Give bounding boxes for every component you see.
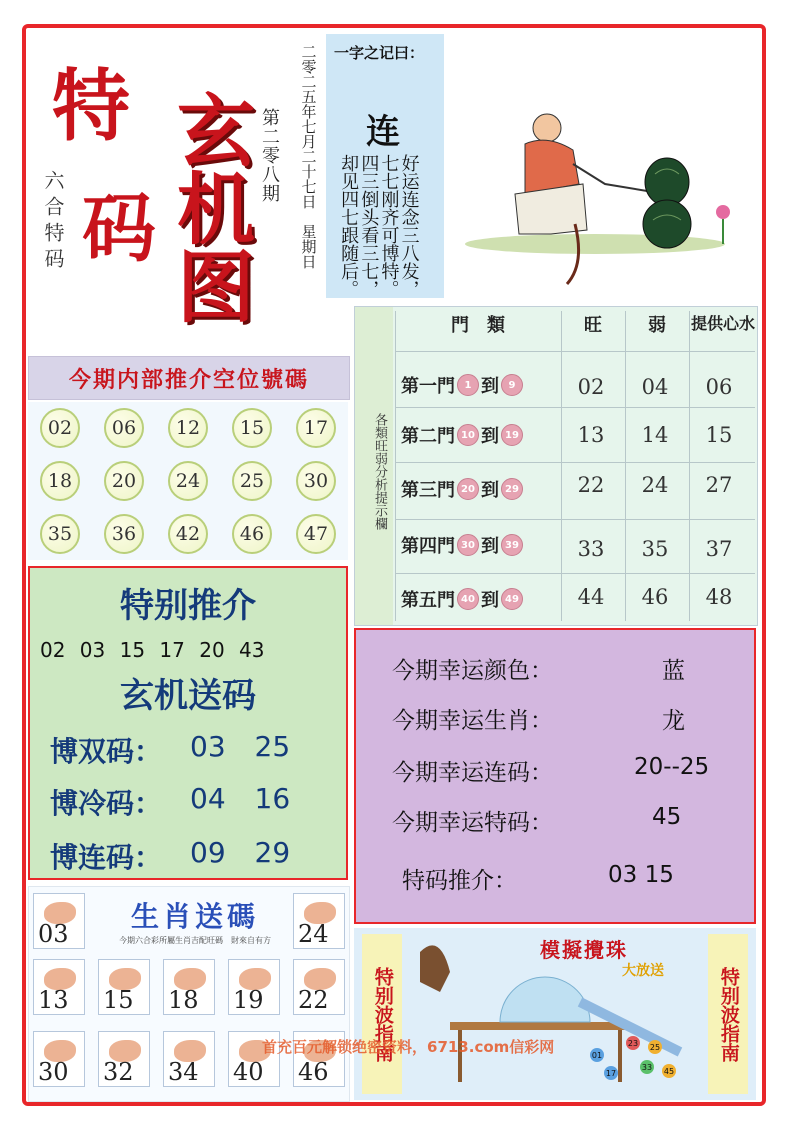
zodiac-cell: 19	[228, 959, 280, 1015]
zodiac-cell: 32	[98, 1031, 150, 1087]
number-ball: 20	[104, 461, 144, 501]
zodiac-cell: 15	[98, 959, 150, 1015]
zodiac-cell: 18	[163, 959, 215, 1015]
special-heading: 特别推介	[120, 586, 256, 626]
inner-numbers-heading: 今期内部推介空位號碼	[28, 356, 350, 400]
number-ball: 46	[232, 514, 272, 554]
issue-date: 二零二五年七月二十七日 星期日	[299, 44, 318, 269]
number-ball: 35	[40, 514, 80, 554]
lucky-color-label: 今期幸运颜色：	[392, 658, 553, 684]
number-ball: 25	[232, 461, 272, 501]
zodiac-cell: 30	[33, 1031, 85, 1087]
draw-ball: 33	[640, 1060, 654, 1074]
wave-guide-right: 特别波指南	[708, 934, 748, 1094]
inner-numbers-grid	[28, 402, 348, 560]
draw-machine-icon	[410, 932, 700, 1096]
title-char-te: 特	[52, 61, 131, 152]
poem-line: 四三倒头看三七，	[358, 154, 380, 298]
number-ball: 06	[104, 408, 144, 448]
col-header-weak: 弱	[648, 315, 666, 336]
draw-ball: 23	[626, 1036, 640, 1050]
cell-weak: 04	[641, 375, 669, 399]
xuanji-heading: 玄机送码	[120, 676, 256, 716]
table-row-label: 第二門 10 到 19	[401, 415, 551, 455]
cell-weak: 14	[641, 423, 669, 447]
lucky-special-value: 45	[652, 804, 682, 830]
zodiac-cell: 46	[293, 1031, 345, 1087]
draw-ball: 25	[648, 1040, 662, 1054]
issue-number: 第二零八期	[259, 108, 280, 203]
lucky-zodiac-value: 龙	[662, 708, 685, 734]
lucky-panel	[354, 628, 756, 924]
number-ball: 30	[296, 461, 336, 501]
draw-ball: 17	[604, 1066, 618, 1080]
col-header-strong: 旺	[584, 315, 602, 336]
number-ball: 18	[40, 461, 80, 501]
lucky-color-value: 蓝	[662, 658, 685, 684]
cell-heart: 15	[705, 423, 733, 447]
draw-ball: 01	[590, 1048, 604, 1062]
lucky-link-value: 20--25	[634, 754, 710, 780]
special-recommend-panel	[28, 566, 348, 880]
zodiac-panel	[28, 886, 350, 1102]
bo-double-label: 博双码：	[50, 735, 163, 768]
table-row-label: 第一門 1 到 9	[401, 365, 551, 405]
lucky-link-label: 今期幸运连码：	[392, 760, 553, 786]
bo-link-label: 博连码：	[50, 841, 163, 874]
number-ball: 12	[168, 408, 208, 448]
zodiac-cell: 34	[163, 1031, 215, 1087]
col-header-heart: 提供心水	[690, 314, 755, 333]
cell-heart: 48	[705, 585, 733, 609]
zodiac-heading: 生肖送碼	[130, 900, 259, 933]
zodiac-cell: 40	[228, 1031, 280, 1087]
cell-strong: 02	[577, 375, 605, 399]
number-ball: 02	[40, 408, 80, 448]
lucky-zodiac-label: 今期幸运生肖：	[392, 708, 553, 734]
wave-guide-left: 特别波指南	[362, 934, 402, 1094]
cell-strong: 44	[577, 585, 605, 609]
cell-strong: 33	[577, 537, 605, 561]
table-row-label: 第四門 30 到 39	[401, 525, 551, 565]
cell-heart: 06	[705, 375, 733, 399]
cell-strong: 22	[577, 473, 605, 497]
draw-sim-title: 模擬攪珠	[540, 938, 628, 962]
poem-panel	[326, 34, 444, 298]
bo-double-value: 03 25	[190, 730, 291, 763]
poem-lines	[338, 154, 419, 298]
poem-key-char: 连	[366, 112, 400, 152]
poem-line: 好运连念三八发，	[398, 154, 420, 298]
col-header-category: 門 類	[451, 315, 505, 336]
zodiac-cell: 13	[33, 959, 85, 1015]
bo-cold-label: 博冷码：	[50, 787, 163, 820]
cell-strong: 13	[577, 423, 605, 447]
table-side-label: 各類旺弱分析提示欄	[355, 307, 393, 625]
zodiac-cell: 22	[293, 959, 345, 1015]
cell-heart: 37	[705, 537, 733, 561]
analysis-table	[354, 306, 758, 626]
number-ball: 15	[232, 408, 272, 448]
title-char-ma: 码	[82, 186, 156, 272]
table-row-label: 第三門 20 到 29	[401, 469, 551, 509]
bo-link-value: 09 29	[190, 836, 291, 869]
cell-weak: 46	[641, 585, 669, 609]
cell-weak: 35	[641, 537, 669, 561]
number-ball: 47	[296, 514, 336, 554]
zodiac-cell: 24	[293, 893, 345, 949]
number-ball: 17	[296, 408, 336, 448]
number-ball: 42	[168, 514, 208, 554]
poem-line: 七七刚齐可博特。	[378, 154, 400, 298]
draw-ball: 45	[662, 1064, 676, 1078]
watermark-text: 首充百元解锁绝密资料，6713.com信彩网	[262, 1038, 555, 1056]
illustration-man-pulling-melons	[455, 34, 755, 298]
number-ball: 24	[168, 461, 208, 501]
cell-weak: 24	[641, 473, 669, 497]
cell-heart: 27	[705, 473, 733, 497]
zodiac-cell: 03	[33, 893, 85, 949]
bo-cold-value: 04 16	[190, 782, 291, 815]
poem-line: 却见四七跟随后。	[338, 154, 360, 298]
poem-heading: 一字之记曰：	[334, 44, 425, 62]
lucky-special-label: 今期幸运特码：	[392, 810, 553, 836]
zodiac-subheading: 今期六合彩所屬生肖吉配旺碼 財來自有方	[119, 936, 271, 945]
number-ball: 36	[104, 514, 144, 554]
special-rec-label: 特码推介：	[402, 868, 517, 894]
special-numbers: 02 03 15 17 20 43	[40, 638, 265, 662]
main-title: 玄机图	[164, 90, 255, 324]
draw-sim-subtitle: 大放送	[622, 963, 664, 979]
special-rec-value: 03 15	[608, 862, 674, 888]
table-row-label: 第五門 40 到 49	[401, 579, 551, 619]
draw-simulation-panel	[354, 928, 756, 1100]
subtitle-liuhe: 六合特码	[41, 170, 65, 274]
